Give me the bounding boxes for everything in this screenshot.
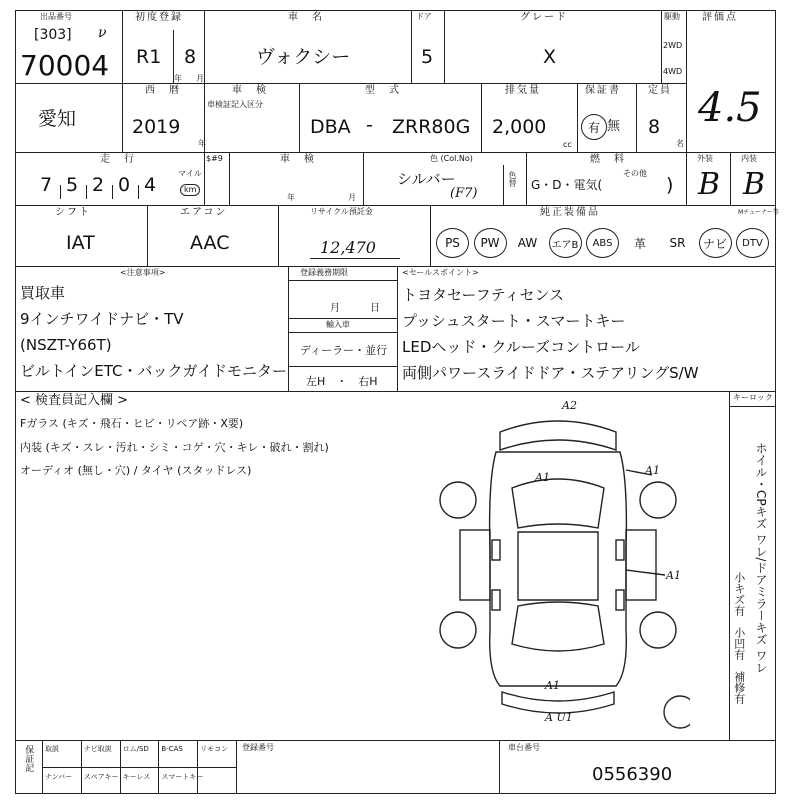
damage-mark-right-side: A1 bbox=[666, 569, 681, 582]
front-bumper-shape bbox=[500, 421, 616, 450]
score: 4.5 bbox=[698, 85, 762, 131]
equipment-item: ナビ bbox=[699, 228, 732, 258]
seireki-label: 西 暦 bbox=[145, 85, 181, 96]
lot-bracket: [303] bbox=[34, 27, 72, 43]
damage-mark-front-right: A1 bbox=[645, 464, 660, 477]
color-code: (F7) bbox=[450, 186, 478, 201]
model-prefix: DBA bbox=[310, 116, 351, 138]
inspection-label: 車 検 bbox=[232, 85, 268, 96]
footer-label-bottom: キーレス bbox=[122, 773, 151, 781]
footer-label-bottom: スマートキー bbox=[161, 773, 204, 781]
warranty-no: 無 bbox=[607, 119, 621, 134]
doors: 5 bbox=[421, 46, 434, 68]
rear-left-tire bbox=[440, 612, 476, 648]
inspector-interior: 内装 (キズ・スレ・汚れ・シミ・コゲ・穴・キレ・破れ・割れ) bbox=[20, 441, 329, 454]
lot-label: 出品番号 bbox=[40, 12, 72, 21]
first-reg-era: R1 bbox=[136, 46, 162, 68]
digit-separator bbox=[60, 185, 61, 199]
warranty-yes: 有 bbox=[581, 114, 607, 140]
left-door-handle bbox=[492, 540, 500, 560]
footer-label-top: ロム/SD bbox=[122, 745, 149, 753]
rear-right-tire bbox=[640, 612, 676, 648]
aircon: AAC bbox=[190, 232, 230, 254]
grade-label: グレード bbox=[520, 12, 568, 23]
reg-import-cell bbox=[288, 266, 398, 392]
left-rear-handle bbox=[492, 590, 500, 610]
roof-shape bbox=[518, 532, 598, 600]
notes-label: <注意事項> bbox=[120, 268, 166, 277]
extra-label: Mチューナー等 bbox=[738, 209, 779, 216]
steering: 左H ・ 右H bbox=[306, 375, 378, 388]
divider bbox=[503, 165, 504, 206]
check-mark: ν bbox=[98, 25, 107, 41]
damage-pointer bbox=[626, 570, 665, 575]
note-line-4: ビルトインETC・バックガイドモニター bbox=[20, 362, 288, 380]
reg-number-cell bbox=[236, 740, 500, 794]
reg-number-label: 登録番号 bbox=[242, 743, 274, 752]
car-diagram bbox=[430, 400, 690, 730]
mileage-digit: 0 bbox=[118, 174, 131, 196]
drive-2wd: 2WD bbox=[663, 41, 683, 50]
drive-4wd: 4WD bbox=[663, 67, 683, 76]
side-note-2: 小キズ有 小凹有 補修有 bbox=[732, 572, 746, 704]
note-line-1: 買取車 bbox=[20, 284, 66, 302]
sales-line-4: 両側パワースライドドア・ステアリングS/W bbox=[402, 364, 699, 382]
capacity-label: 定員 bbox=[648, 85, 672, 96]
note-line-3: (NSZT-Y66T) bbox=[20, 336, 112, 354]
displacement-label: 排気量 bbox=[505, 85, 541, 96]
color: シルバー bbox=[397, 170, 456, 188]
equipment-label: 純正装備品 bbox=[540, 207, 600, 218]
year-unit-2: 年 bbox=[198, 139, 206, 148]
grade: X bbox=[543, 46, 557, 68]
digit-separator bbox=[112, 185, 113, 199]
month-day: 月 日 bbox=[330, 303, 380, 314]
footer-label-bottom: ナンバー bbox=[45, 773, 73, 781]
exterior-label: 外装 bbox=[697, 154, 713, 163]
recycle-amount: 12,470 bbox=[320, 238, 376, 257]
equipment-item: PS bbox=[436, 228, 469, 258]
windshield-shape bbox=[512, 479, 604, 528]
reg-deadline-label: 登録義務期限 bbox=[300, 268, 348, 277]
equipment-item: PW bbox=[474, 228, 507, 258]
front-left-tire bbox=[440, 482, 476, 518]
shift: IAT bbox=[66, 232, 95, 254]
mileage-digit: 5 bbox=[66, 174, 79, 196]
footer-label-top: 取説 bbox=[45, 745, 59, 753]
model-dash: - bbox=[366, 114, 373, 136]
score-cell bbox=[686, 10, 776, 153]
capacity: 8 bbox=[648, 116, 661, 138]
rear-bumper-shape bbox=[502, 692, 614, 713]
right-rear-handle bbox=[616, 590, 624, 610]
divider bbox=[729, 406, 730, 741]
import-dealer: ディーラー・並行 bbox=[300, 344, 388, 357]
shift-label: シフト bbox=[55, 207, 91, 218]
footer-label-top: B-CAS bbox=[161, 745, 183, 753]
year-unit: 年 bbox=[174, 74, 182, 83]
first-reg-month: 8 bbox=[184, 46, 197, 68]
model-label: 型 式 bbox=[365, 85, 401, 96]
damage-mark-bonnet: A1 bbox=[535, 471, 550, 484]
divider bbox=[288, 280, 398, 281]
side-note-1: ホイル・CPキズ ワレ/ドアミラーキズ ワレ bbox=[754, 442, 768, 674]
month-unit: 月 bbox=[196, 74, 204, 83]
sales-label: <セールスポイント> bbox=[402, 268, 479, 277]
sales-line-2: プッシュスタート・スマートキー bbox=[402, 312, 626, 330]
damage-mark-rear: A1 bbox=[545, 679, 560, 692]
inspection-note: 車検証記入区分 bbox=[207, 100, 263, 109]
drive-label: 駆動 bbox=[664, 12, 680, 21]
sales-line-3: LEDヘッド・クルーズコントロール bbox=[402, 338, 640, 356]
cc-unit: cc bbox=[563, 140, 572, 149]
color-label: 色 (Col.No) bbox=[430, 154, 473, 163]
front-right-tire bbox=[640, 482, 676, 518]
region: 愛知 bbox=[38, 108, 77, 130]
color-change-label: 色替 bbox=[508, 171, 517, 187]
lot-number: 70004 bbox=[20, 49, 110, 82]
equipment-item: DTV bbox=[736, 228, 769, 258]
vi-year-unit: 年 bbox=[287, 193, 295, 202]
equipment-item: 革 bbox=[633, 236, 646, 251]
door-label: ドア bbox=[416, 12, 432, 21]
inspector-title: < 検査員記入欄 > bbox=[20, 393, 129, 408]
footer-label-bottom: スペアキー bbox=[83, 773, 119, 781]
year: 2019 bbox=[132, 116, 181, 138]
recycle-underline bbox=[310, 258, 400, 259]
mile-unit: マイル bbox=[178, 169, 202, 178]
car-name: ヴォクシー bbox=[256, 46, 351, 68]
recycle-label: リサイクル預託金 bbox=[310, 207, 373, 216]
sales-line-1: トヨタセーフティセンス bbox=[402, 286, 565, 304]
equipment-item: エアB bbox=[549, 228, 582, 258]
fuel-other: その他 bbox=[623, 169, 647, 178]
right-side-panel bbox=[626, 530, 656, 600]
damage-mark-front: A2 bbox=[562, 399, 577, 412]
model-code: ZRR80G bbox=[392, 116, 471, 138]
interior: B bbox=[743, 167, 766, 202]
interior-label: 内装 bbox=[741, 154, 757, 163]
divider bbox=[288, 366, 398, 367]
warranty-label: 保証書 bbox=[585, 85, 621, 96]
divider bbox=[288, 332, 398, 333]
sharp-label: $#9 bbox=[206, 154, 223, 163]
footer-label-top: ナビ取説 bbox=[83, 745, 112, 753]
displacement: 2,000 bbox=[492, 116, 547, 138]
key-lock-label: キーロック bbox=[733, 393, 773, 402]
right-door-handle bbox=[616, 540, 624, 560]
mileage-digit: 2 bbox=[92, 174, 105, 196]
mileage-label: 走 行 bbox=[100, 154, 136, 165]
digit-separator bbox=[138, 185, 139, 199]
score-label: 評価点 bbox=[702, 12, 738, 23]
import-label: 輸入車 bbox=[326, 320, 350, 329]
chassis-label: 車台番号 bbox=[508, 743, 540, 752]
footer-left-label: 保証記 bbox=[23, 745, 34, 772]
equipment-item: ABS bbox=[586, 228, 619, 258]
fuel-label: 燃 料 bbox=[590, 154, 626, 165]
aircon-label: エアコン bbox=[180, 207, 228, 218]
chassis-number: 0556390 bbox=[592, 764, 673, 785]
first-reg-label: 初度登録 bbox=[135, 12, 183, 23]
car-name-label: 車 名 bbox=[288, 12, 324, 23]
exterior: B bbox=[698, 167, 721, 202]
inspector-audio: オーディオ (無し・穴) / タイヤ (スタッドレス) bbox=[20, 464, 252, 477]
digit-separator bbox=[86, 185, 87, 199]
fuel-options: G・D・電気( bbox=[531, 178, 603, 192]
mileage-digit: 4 bbox=[144, 174, 157, 196]
damage-mark-rear-bumper: A U1 bbox=[545, 711, 573, 724]
inspector-glass: Fガラス (キズ・飛石・ヒビ・リペア跡・X要) bbox=[20, 417, 244, 430]
fuel-close: ) bbox=[666, 174, 674, 196]
km-unit: km bbox=[180, 184, 200, 196]
footer-label-top: リモコン bbox=[200, 745, 229, 753]
divider bbox=[288, 318, 398, 319]
mileage-digit: 7 bbox=[40, 174, 53, 196]
equipment-item: SR bbox=[669, 236, 686, 250]
capacity-unit: 名 bbox=[676, 139, 684, 148]
rear-window-shape bbox=[512, 602, 604, 651]
note-line-2: 9インチワイドナビ・TV bbox=[20, 310, 184, 328]
equipment-item: AW bbox=[517, 236, 538, 250]
vi-month-unit: 月 bbox=[348, 193, 356, 202]
spare-tire bbox=[664, 696, 690, 728]
vehicle-inspection-label: 車 検 bbox=[280, 154, 316, 165]
left-side-panel bbox=[460, 530, 490, 600]
